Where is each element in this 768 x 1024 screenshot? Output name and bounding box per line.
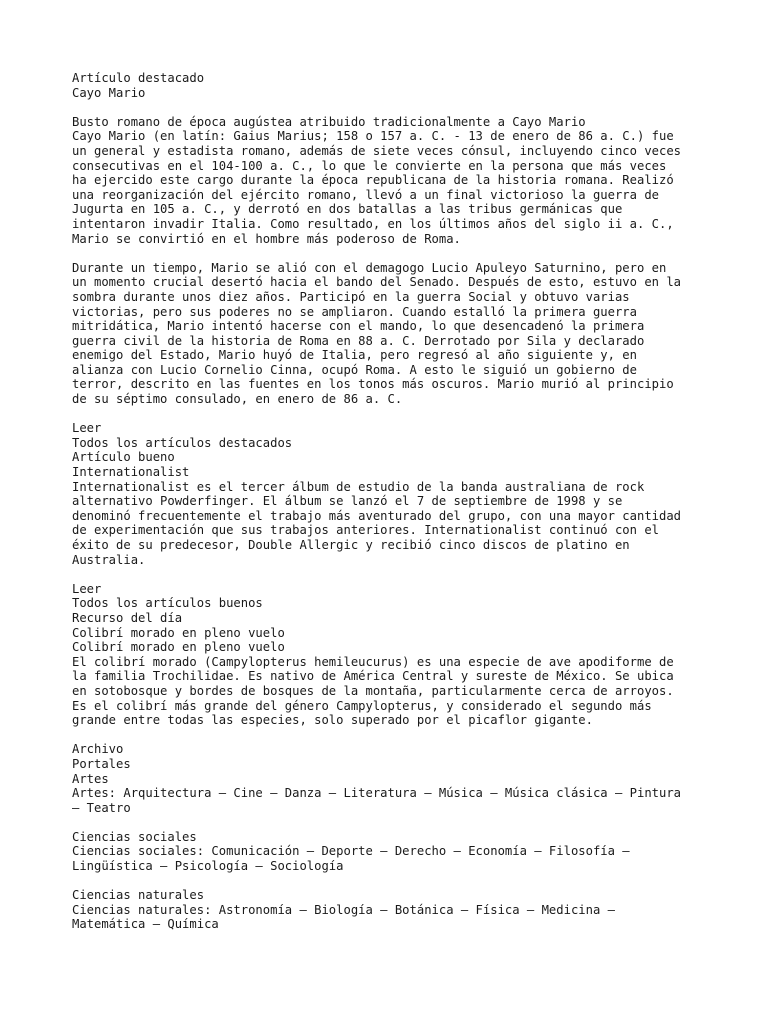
archive-link[interactable]: Archivo bbox=[72, 742, 124, 757]
picture-section-label: Recurso del día bbox=[72, 610, 183, 625]
good-all-link[interactable]: Todos los artículos buenos bbox=[72, 596, 263, 611]
featured-paragraph-1: Cayo Mario (en latín: Gaius Marius; 158 o 157 a. C. - 13 de enero de 86 a. C.) fue un general y estadista romano, además de siete veces cónsul, incluyendo cinco veces consecutivas en el 104-100 a. C., lo que le convierte en la persona que más veces ha ejercido este cargo durante la época republicana de la historia romana. Realizó una reorganización del ejército romano, llevó a un final victorioso la guerra de Jugurta en 105 a. C., y derrotó en dos batallas a las tribus germánicas que intentaron invadir Italia. Como resultado, en los últimos años del siglo ii a. C., Mario se convirtió en el hombre más poderoso de Roma. bbox=[72, 129, 682, 246]
featured-section-label: Artículo destacado bbox=[72, 71, 205, 85]
featured-all-link[interactable]: Todos los artículos destacados bbox=[72, 435, 293, 450]
picture-image-caption: Colibrí morado en pleno vuelo bbox=[72, 640, 285, 655]
good-paragraph: Internationalist es el tercer álbum de estudio de la banda australiana de rock alternativo Powderfinger. El álbum se lanzó el 7 de septiembre de 1998 y se denominó frecuentemente el trabajo más aventurado del grupo, con una mayor cantidad de experimentación que sus trabajos anteriores. Internationalist continuó con el éxito de su predecesor, Double Allergic y recibió cinco discos de platino en Australia. bbox=[72, 479, 682, 567]
picture-paragraph: El colibrí morado (Campylopterus hemileucurus) es una especie de ave apodiforme de la familia Trochilidae. Es nativo de América Central y sureste de México. Se ubica en sotobosque y bordes de bosques de la montaña, particularmente cerca de arroyos. Es el colibrí más grande del género Campylopterus, y considerado el segundo más grande entre todas las especies, solo superado por el picaflor gigante. bbox=[72, 654, 674, 728]
portal-social-list: Ciencias sociales: Comunicación – Deporte – Derecho – Economía – Filosofía – Lingüística – Psicología – Sociología bbox=[72, 844, 630, 874]
portal-natural-heading[interactable]: Ciencias naturales bbox=[72, 888, 205, 903]
good-section-label: Artículo bueno bbox=[72, 450, 175, 465]
portal-social-heading[interactable]: Ciencias sociales bbox=[72, 829, 197, 844]
featured-image-caption: Busto romano de época augústea atribuido tradicionalmente a Cayo Mario bbox=[72, 114, 586, 129]
portal-natural-list: Ciencias naturales: Astronomía – Biología – Botánica – Física – Medicina – Matemática – Química bbox=[72, 902, 615, 932]
good-article-title[interactable]: Internationalist bbox=[72, 465, 190, 480]
portal-arts-heading[interactable]: Artes bbox=[72, 771, 109, 786]
featured-read-link[interactable]: Leer bbox=[72, 421, 102, 436]
portals-heading: Portales bbox=[72, 756, 131, 771]
document-body bbox=[72, 71, 712, 932]
good-read-link[interactable]: Leer bbox=[72, 581, 102, 596]
picture-image-alt[interactable]: Colibrí morado en pleno vuelo bbox=[72, 625, 285, 640]
featured-article-title[interactable]: Cayo Mario bbox=[72, 85, 146, 100]
portal-arts-list: Artes: Arquitectura – Cine – Danza – Literatura – Música – Música clásica – Pintura – Teatro bbox=[72, 786, 682, 815]
featured-paragraph-2: Durante un tiempo, Mario se alió con el demagogo Lucio Apuleyo Saturnino, pero en un momento crucial desertó hacia el bando del Senado. Después de esto, estuvo en la sombra durante unos diez años. Participó en la guerra Social y obtuvo varias victorias, pero sus poderes no se ampliaron. Cuando estalló la primera guerra mitridática, Mario intentó hacerse con el mando, lo que desencadenó la primera guerra civil de la historia de Roma en 88 a. C. Derrotado por Sila y declarado enemigo del Estado, Mario huyó de Italia, pero regresó al año siguiente y, en alianza con Lucio Cornelio Cinna, ocupó Roma. A esto le siguió un gobierno de terror, descrito en las fuentes en los tonos más oscuros. Mario murió al principio de su séptimo consulado, en enero de 86 a. C. bbox=[72, 260, 682, 407]
